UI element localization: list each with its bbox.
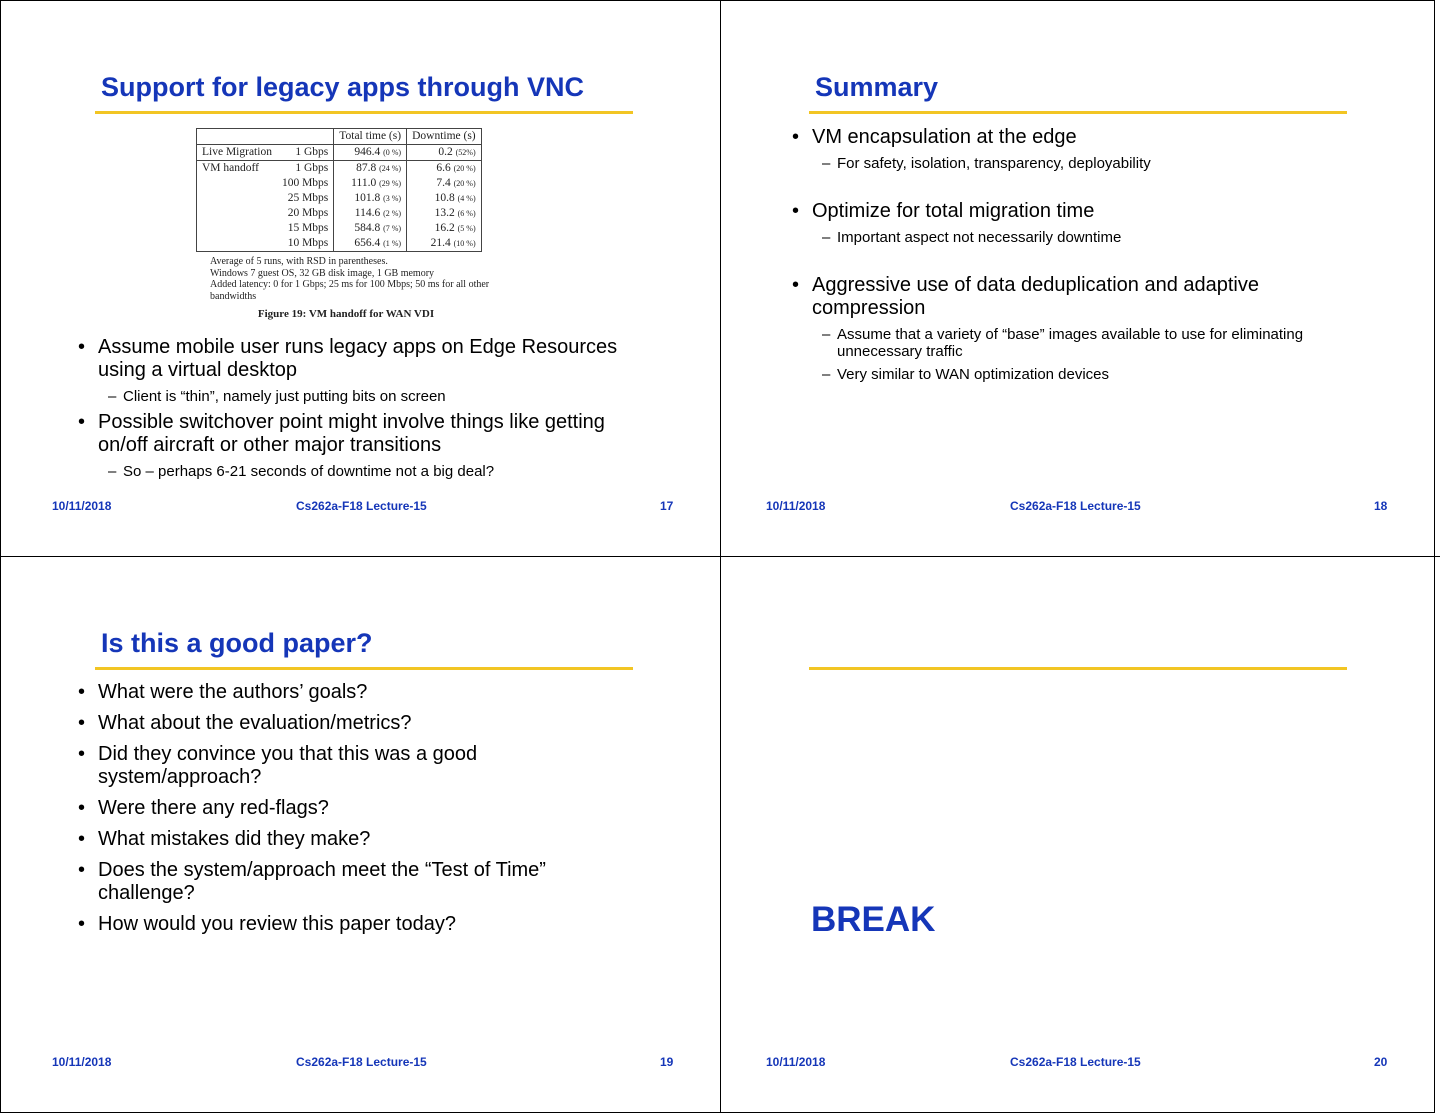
total-value: 656.4 <box>354 237 381 249</box>
total-value: 101.8 <box>354 192 381 204</box>
downtime <box>407 161 482 177</box>
down-value: 6.6 <box>436 162 451 174</box>
sub-bullet: – So – perhaps 6-21 seconds of downtime not a big deal? <box>78 463 658 480</box>
down-rsd: (20 %) <box>453 164 476 173</box>
bullet: • Does the system/approach meet the “Test of Time” challenge? <box>78 859 578 905</box>
header-downtime: Downtime (s) <box>407 129 482 145</box>
sub-bullet: – Client is “thin”, namely just putting bits on screen <box>78 388 658 405</box>
slide-title: Summary <box>815 72 939 102</box>
down-value: 16.2 <box>434 222 455 234</box>
row-label <box>197 176 277 191</box>
bandwidth: 25 Mbps <box>287 192 329 204</box>
header-total-time: Total time (s) <box>334 129 407 145</box>
down-rsd: (52%) <box>455 148 476 157</box>
downtime <box>407 206 482 221</box>
total-rsd: (24 %) <box>379 164 402 173</box>
bandwidth: 100 Mbps <box>281 177 329 189</box>
total-time <box>334 236 407 252</box>
sub-bullet: – Assume that a variety of “base” images available to use for eliminating unnecessary traffic <box>792 326 1352 360</box>
downtime <box>407 176 482 191</box>
footer-date: 10/11/2018 <box>766 499 826 513</box>
bullet: • Did they convince you that this was a good system/approach? <box>78 743 578 789</box>
table-row <box>197 145 482 161</box>
down-rsd: (20 %) <box>453 179 476 188</box>
title-underline <box>809 667 1347 670</box>
bullet: • VM encapsulation at the edge <box>792 126 1352 149</box>
bandwidth: 15 Mbps <box>287 222 329 234</box>
bullet-list <box>78 681 578 944</box>
total-rsd: (0 %) <box>383 148 402 157</box>
slide-18 <box>714 0 1427 555</box>
note: Windows 7 guest OS, 32 GB disk image, 1 GB memory <box>210 267 435 279</box>
footer-date: 10/11/2018 <box>766 1055 826 1069</box>
total-rsd: (7 %) <box>383 224 402 233</box>
sub-bullet: – Important aspect not necessarily downtime <box>792 229 1352 246</box>
total-rsd: (3 %) <box>383 194 402 203</box>
title-underline <box>809 111 1347 114</box>
row-label: VM handoff <box>202 162 259 174</box>
sub-bullet: – For safety, isolation, transparency, deployability <box>792 155 1352 172</box>
slide-number: 18 <box>1374 499 1388 513</box>
bullet-list <box>792 126 1352 389</box>
bullet: • How would you review this paper today? <box>78 913 578 936</box>
bullet: • What mistakes did they make? <box>78 828 578 851</box>
down-rsd: (5 %) <box>457 224 476 233</box>
row-label <box>197 236 277 252</box>
total-time <box>334 221 407 236</box>
bullet: • Were there any red-flags? <box>78 797 578 820</box>
break-title: BREAK <box>811 900 936 939</box>
row-label <box>197 191 277 206</box>
figure-caption: Figure 19: VM handoff for WAN VDI <box>257 308 435 320</box>
footer-course: Cs262a-F18 Lecture-15 <box>1010 1055 1141 1069</box>
downtime <box>407 145 482 161</box>
total-value: 114.6 <box>354 207 381 219</box>
note: Average of 5 runs, with RSD in parentheses. <box>210 256 388 267</box>
bullet: • Possible switchover point might involve things like getting on/off aircraft or other major transitions <box>78 411 658 457</box>
down-value: 7.4 <box>436 177 451 189</box>
row-label <box>197 221 277 236</box>
bandwidth: 1 Gbps <box>277 145 334 161</box>
sub-bullet: – Very similar to WAN optimization devices <box>792 366 1352 383</box>
row-label: Live Migration <box>197 145 277 161</box>
total-rsd: (2 %) <box>383 209 402 218</box>
footer-course: Cs262a-F18 Lecture-15 <box>296 499 427 513</box>
slide-20 <box>714 556 1427 1111</box>
slide-19 <box>0 556 713 1111</box>
total-time <box>334 161 407 177</box>
footer-date: 10/11/2018 <box>52 499 112 513</box>
table-row <box>197 236 482 252</box>
down-rsd: (10 %) <box>453 239 476 248</box>
bullet: • What were the authors’ goals? <box>78 681 578 704</box>
total-rsd: (29 %) <box>379 179 402 188</box>
results-table <box>196 128 482 252</box>
bullet: • Optimize for total migration time <box>792 200 1352 223</box>
total-time <box>334 206 407 221</box>
down-value: 10.8 <box>434 192 455 204</box>
bandwidth: 20 Mbps <box>287 207 329 219</box>
downtime <box>407 191 482 206</box>
note: Added latency: 0 for 1 Gbps; 25 ms for 100 Mbps; 50 ms for all other bandwidths <box>210 279 490 302</box>
bullet: • What about the evaluation/metrics? <box>78 712 578 735</box>
footer-course: Cs262a-F18 Lecture-15 <box>1010 499 1141 513</box>
bullet-list <box>78 336 658 486</box>
total-time <box>334 191 407 206</box>
down-rsd: (6 %) <box>457 209 476 218</box>
total-rsd: (1 %) <box>383 239 402 248</box>
total-value: 946.4 <box>354 146 381 158</box>
downtime <box>407 236 482 252</box>
figure-notes <box>210 256 500 302</box>
total-value: 584.8 <box>354 222 381 234</box>
footer-date: 10/11/2018 <box>52 1055 112 1069</box>
down-value: 21.4 <box>430 237 451 249</box>
slide-number: 19 <box>660 1055 674 1069</box>
total-value: 111.0 <box>351 177 377 189</box>
total-time <box>334 176 407 191</box>
slide-17 <box>0 0 713 555</box>
table-row <box>197 206 482 221</box>
downtime <box>407 221 482 236</box>
title-underline <box>95 667 633 670</box>
table-row <box>197 191 482 206</box>
total-value: 87.8 <box>356 162 377 174</box>
total-time <box>334 145 407 161</box>
down-value: 0.2 <box>438 146 453 158</box>
down-value: 13.2 <box>434 207 455 219</box>
bullet: • Assume mobile user runs legacy apps on Edge Resources using a virtual desktop <box>78 336 658 382</box>
bandwidth: 10 Mbps <box>287 237 329 249</box>
title-underline <box>95 111 633 114</box>
figure-19 <box>196 128 500 320</box>
slide-number: 20 <box>1374 1055 1388 1069</box>
table-row <box>197 161 482 177</box>
slide-number: 17 <box>660 499 674 513</box>
footer-course: Cs262a-F18 Lecture-15 <box>296 1055 427 1069</box>
row-label <box>197 206 277 221</box>
down-rsd: (4 %) <box>457 194 476 203</box>
bandwidth: 1 Gbps <box>295 162 329 174</box>
table-row <box>197 176 482 191</box>
slide-title: Support for legacy apps through VNC <box>101 72 585 102</box>
bullet: • Aggressive use of data deduplication and adaptive compression <box>792 274 1292 320</box>
slide-title: Is this a good paper? <box>101 628 373 658</box>
table-row <box>197 221 482 236</box>
